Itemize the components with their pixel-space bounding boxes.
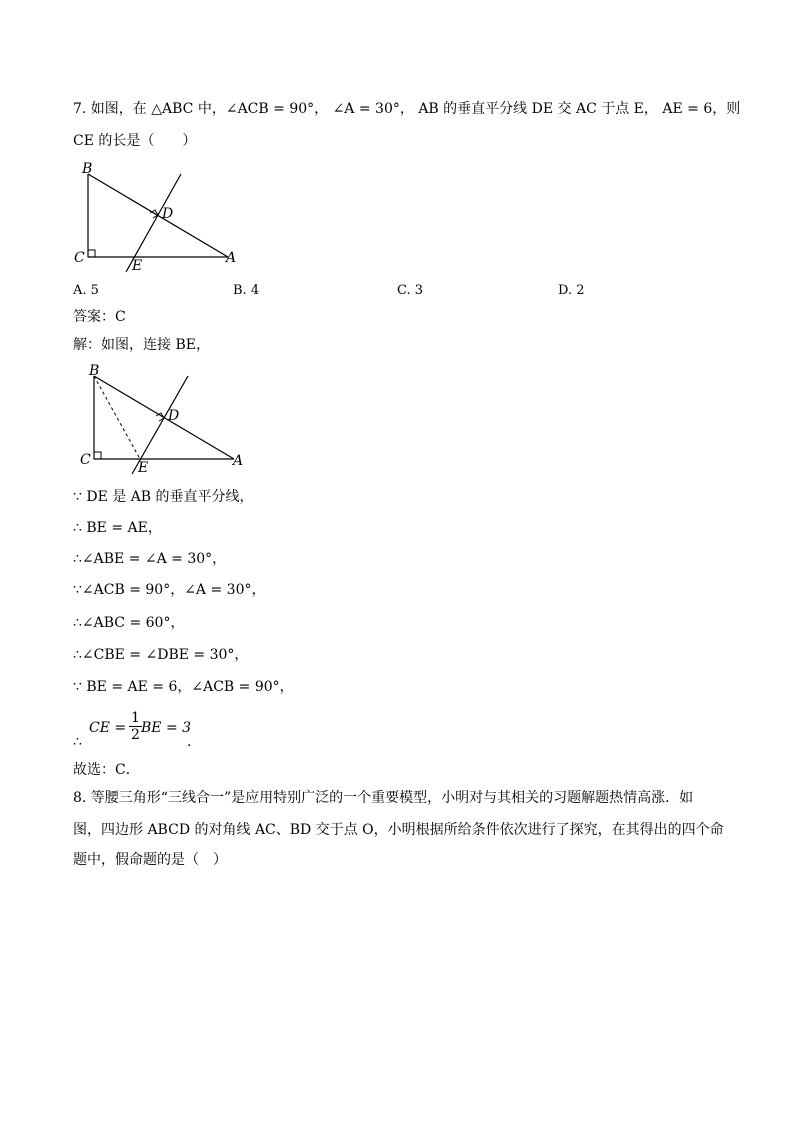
label-a: A	[226, 250, 237, 266]
q7-figure	[70, 158, 260, 278]
step-3: ∴∠ABE = ∠A = 30°，	[73, 551, 227, 567]
step-5: ∴∠ABC = 60°，	[73, 615, 185, 631]
final-lhs: CE =	[89, 720, 127, 736]
step-7: ∵ BE = AE = 6，∠ACB = 90°，	[73, 679, 294, 695]
q7-solution-figure	[78, 362, 253, 477]
step-4: ∵∠ACB = 90°，∠A = 30°，	[73, 582, 266, 598]
label-d: D	[168, 408, 180, 424]
label-b: B	[82, 161, 93, 177]
label-b: B	[89, 363, 100, 379]
q7-stem-line2: CE 的长是（ ）	[73, 133, 197, 149]
label-c: C	[74, 250, 85, 266]
choice-d: D. 2	[558, 283, 585, 298]
therefore-symbol: ∴	[73, 734, 82, 750]
q8-stem-line3: 题中，假命题的是（ ）	[73, 852, 227, 868]
fraction-numerator: 1	[131, 710, 140, 726]
final-period: .	[187, 734, 192, 750]
q7-stem-line1: 7. 如图，在 △ABC 中，∠ACB = 90°， ∠A = 30°， AB 的垂直平分线 DE 交 AC 于点 E， AE = 6，则	[73, 101, 741, 117]
step-2: ∴ BE = AE，	[73, 520, 162, 536]
q8-stem-line1: 8. 等腰三角形“三线合一”是应用特别广泛的一个重要模型，小明对与其相关的习题解题热情高涨．如	[73, 790, 694, 806]
fraction-one-half	[129, 710, 142, 743]
label-a: A	[233, 453, 244, 469]
step-6: ∴∠CBE = ∠DBE = 30°，	[73, 647, 249, 663]
fraction-denominator: 2	[131, 727, 140, 743]
q8-stem-line2: 图，四边形 ABCD 的对角线 AC、BD 交于点 O，小明根据所给条件依次进行了探究，在其得出的四个命	[73, 822, 724, 838]
q7-solution-intro: 解：如图，连接 BE，	[73, 337, 210, 353]
q7-answer: 答案：C	[73, 309, 126, 325]
step-1: ∵ DE 是 AB 的垂直平分线，	[73, 489, 254, 505]
right-angle-mark-c	[94, 452, 101, 459]
q7-choices	[73, 283, 673, 303]
label-c: C	[80, 452, 91, 468]
label-d: D	[162, 206, 174, 222]
final-rhs: BE = 3	[141, 720, 192, 736]
label-e: E	[138, 460, 149, 476]
choice-b: B. 4	[233, 283, 260, 298]
choice-c: C. 3	[397, 283, 424, 298]
dashed-segment-be	[94, 376, 140, 459]
right-angle-mark-c	[88, 250, 95, 257]
label-e: E	[132, 258, 143, 274]
q7-conclusion: 故选：C．	[73, 762, 140, 778]
choice-a: A. 5	[73, 283, 99, 298]
